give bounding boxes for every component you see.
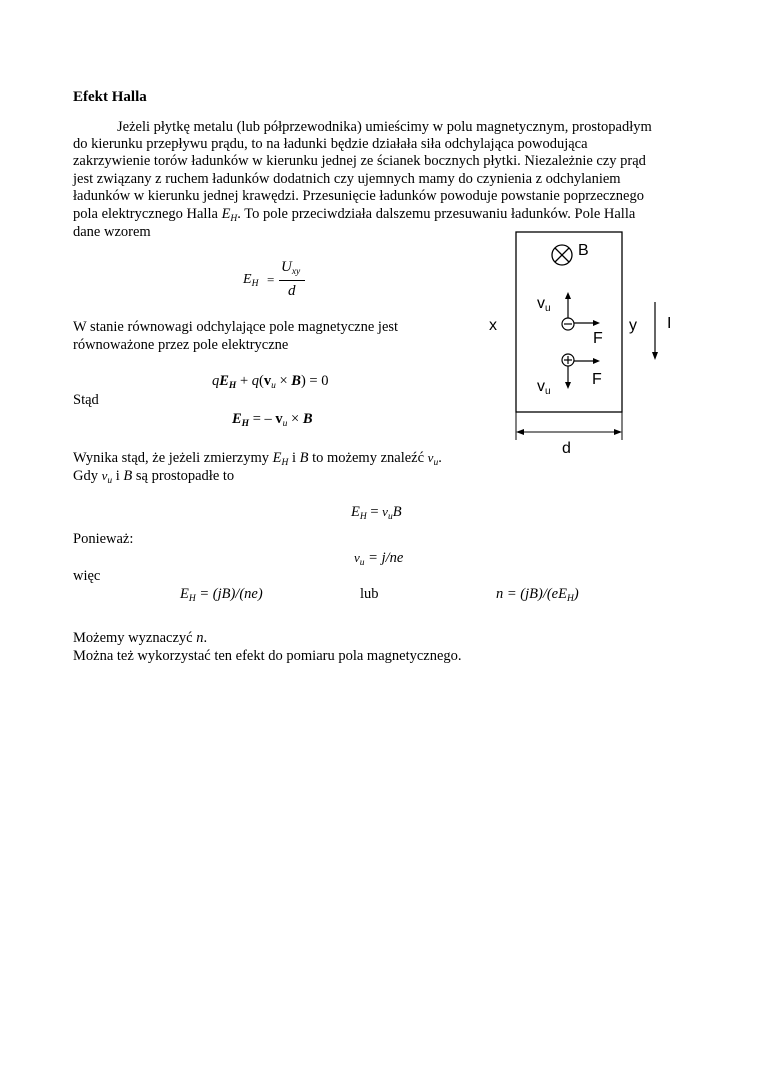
- velocity-arrow-down: [565, 366, 571, 389]
- closing-line-1: Możemy wyznaczyć n.: [73, 630, 208, 646]
- paragraph-line-2: do kierunku przepływu prądu, to na ładunki będzie działała siła odchylająca powodująca: [73, 136, 588, 152]
- label-vu-top: vu: [537, 295, 551, 314]
- closing-line-2: Można też wykorzystać ten efekt do pomiaru pola magnetycznego.: [73, 648, 462, 664]
- width-dimension-arrow: [516, 412, 622, 440]
- formula-n-result: $n = (jB)/(eE_H)$: [496, 586, 579, 604]
- label-y: y: [629, 317, 637, 334]
- negative-charge-icon: [562, 318, 574, 330]
- magnetic-field-into-page-icon: [552, 245, 572, 265]
- page-title: Efekt Halla: [73, 89, 147, 105]
- label-F-bottom: F: [592, 371, 602, 388]
- label-vu-bottom: vu: [537, 378, 551, 397]
- force-arrow-bottom: [574, 358, 600, 364]
- equilibrium-line-2: równoważone przez pole elektryczne: [73, 337, 289, 353]
- lub-label: lub: [360, 586, 379, 602]
- paragraph-line-3: zakrzywienie torów ładunków w kierunku jednej ze ścianek bocznych płytki. Niezależnie czy prąd: [73, 153, 646, 169]
- current-arrow-down: [652, 302, 658, 360]
- stad-label: Stąd: [73, 392, 99, 408]
- formula-eh-vb: $E_H = v_uB$: [351, 504, 402, 522]
- formula-eh-result: $E_H = (jB)/(ne)$: [180, 586, 263, 604]
- wiec-label: więc: [73, 568, 101, 584]
- paragraph-line-1: Jeżeli płytkę metalu (lub półprzewodnika) umieścimy w polu magnetycznym, prostopadłym: [117, 119, 652, 135]
- paragraph-line-6: pola elektrycznego Halla $E_H$. To pole przeciwdziała dalszemu przesuwaniu ładunków. Pole Halla: [73, 206, 636, 224]
- velocity-arrow-up: [565, 292, 571, 318]
- paragraph-line-4: jest związany z ruchem ładunków dodatnich czy ujemnych mamy do czynienia z odchylaniem: [73, 171, 621, 187]
- paragraph-line-5: ładunków w kierunku jednej krawędzi. Przesunięcie ładunków powoduje powstanie poprzecznego: [73, 188, 644, 204]
- label-current-I: I: [667, 315, 672, 332]
- formula-force-balance: $qE_H + q(v_u \times B) = 0$: [212, 373, 329, 391]
- force-arrow-top: [574, 320, 600, 326]
- formula-hall-field-lhs: $E_H$: [243, 272, 259, 289]
- formula-equals: =: [267, 272, 275, 287]
- equilibrium-line-1: W stanie równowagi odchylające pole magnetyczne jest: [73, 319, 399, 335]
- conclusion-line-1: Wynika stąd, że jeżeli zmierzymy $E_H$ i B to możemy znaleźć $v_u$.: [73, 450, 442, 468]
- label-d: d: [562, 440, 571, 457]
- formula-hall-vector: $E_H$ = – $v_u \times B$: [232, 411, 313, 429]
- label-x: x: [489, 317, 497, 334]
- formula-drift-velocity: $v_u = j/ne$: [354, 550, 404, 568]
- label-F-top: F: [593, 330, 603, 347]
- paragraph-line-7: dane wzorem: [73, 224, 151, 240]
- poniewaz-label: Ponieważ:: [73, 531, 134, 547]
- label-B: B: [578, 242, 589, 259]
- formula-denominator: d: [288, 283, 296, 299]
- formula-numerator: $U_{xy}$: [281, 259, 301, 277]
- positive-charge-icon: [562, 354, 574, 366]
- conclusion-line-2: Gdy $v_u$ i B są prostopadłe to: [73, 468, 235, 486]
